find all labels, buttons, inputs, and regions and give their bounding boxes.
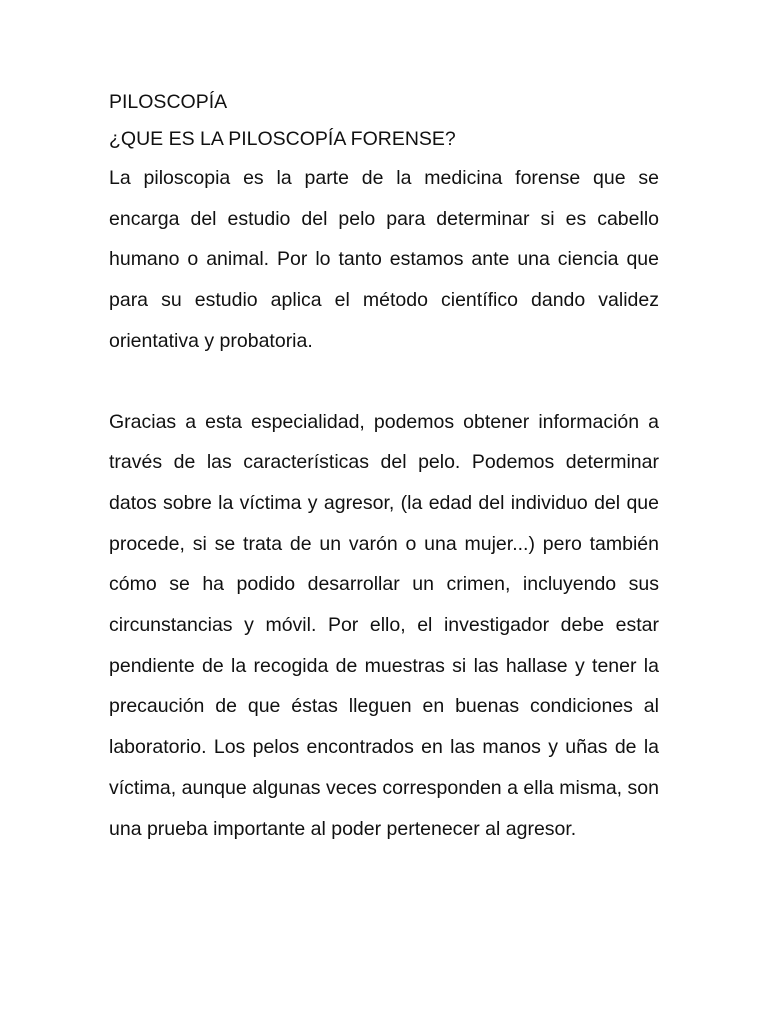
paragraph-information: Gracias a esta especialidad, podemos obtener información a través de las características del pelo. Podemos determinar datos sobre la víctima y agresor, (la edad del individuo del que procede, si se trata de un varón o una mujer...) pero también cómo se ha podido desarrollar un crimen, incluyendo sus circunstancias y móvil. Por ello, el investigador debe estar pendiente de la recogida de muestras si las hallase y tener la precaución de que éstas lleguen en buenas condiciones al laboratorio. Los pelos encontrados en las manos y uñas de la víctima, aunque algunas veces corresponden a ella misma, son una prueba importante al poder pertenecer al agresor. [109,410,659,840]
document-title: PILOSCOPÍA [109,91,228,113]
document-question: ¿QUE ES LA PILOSCOPÍA FORENSE? [109,128,456,150]
document-body [109,84,659,849]
paragraph-definition: La piloscopia es la parte de la medicina forense que se encarga del estudio del pelo para determinar si es cabello humano o animal. Por lo tanto estamos ante una ciencia que para su estudio aplica el método científico dando validez orientativa y probatoria. [109,167,659,352]
paragraph-spacer [109,362,659,402]
